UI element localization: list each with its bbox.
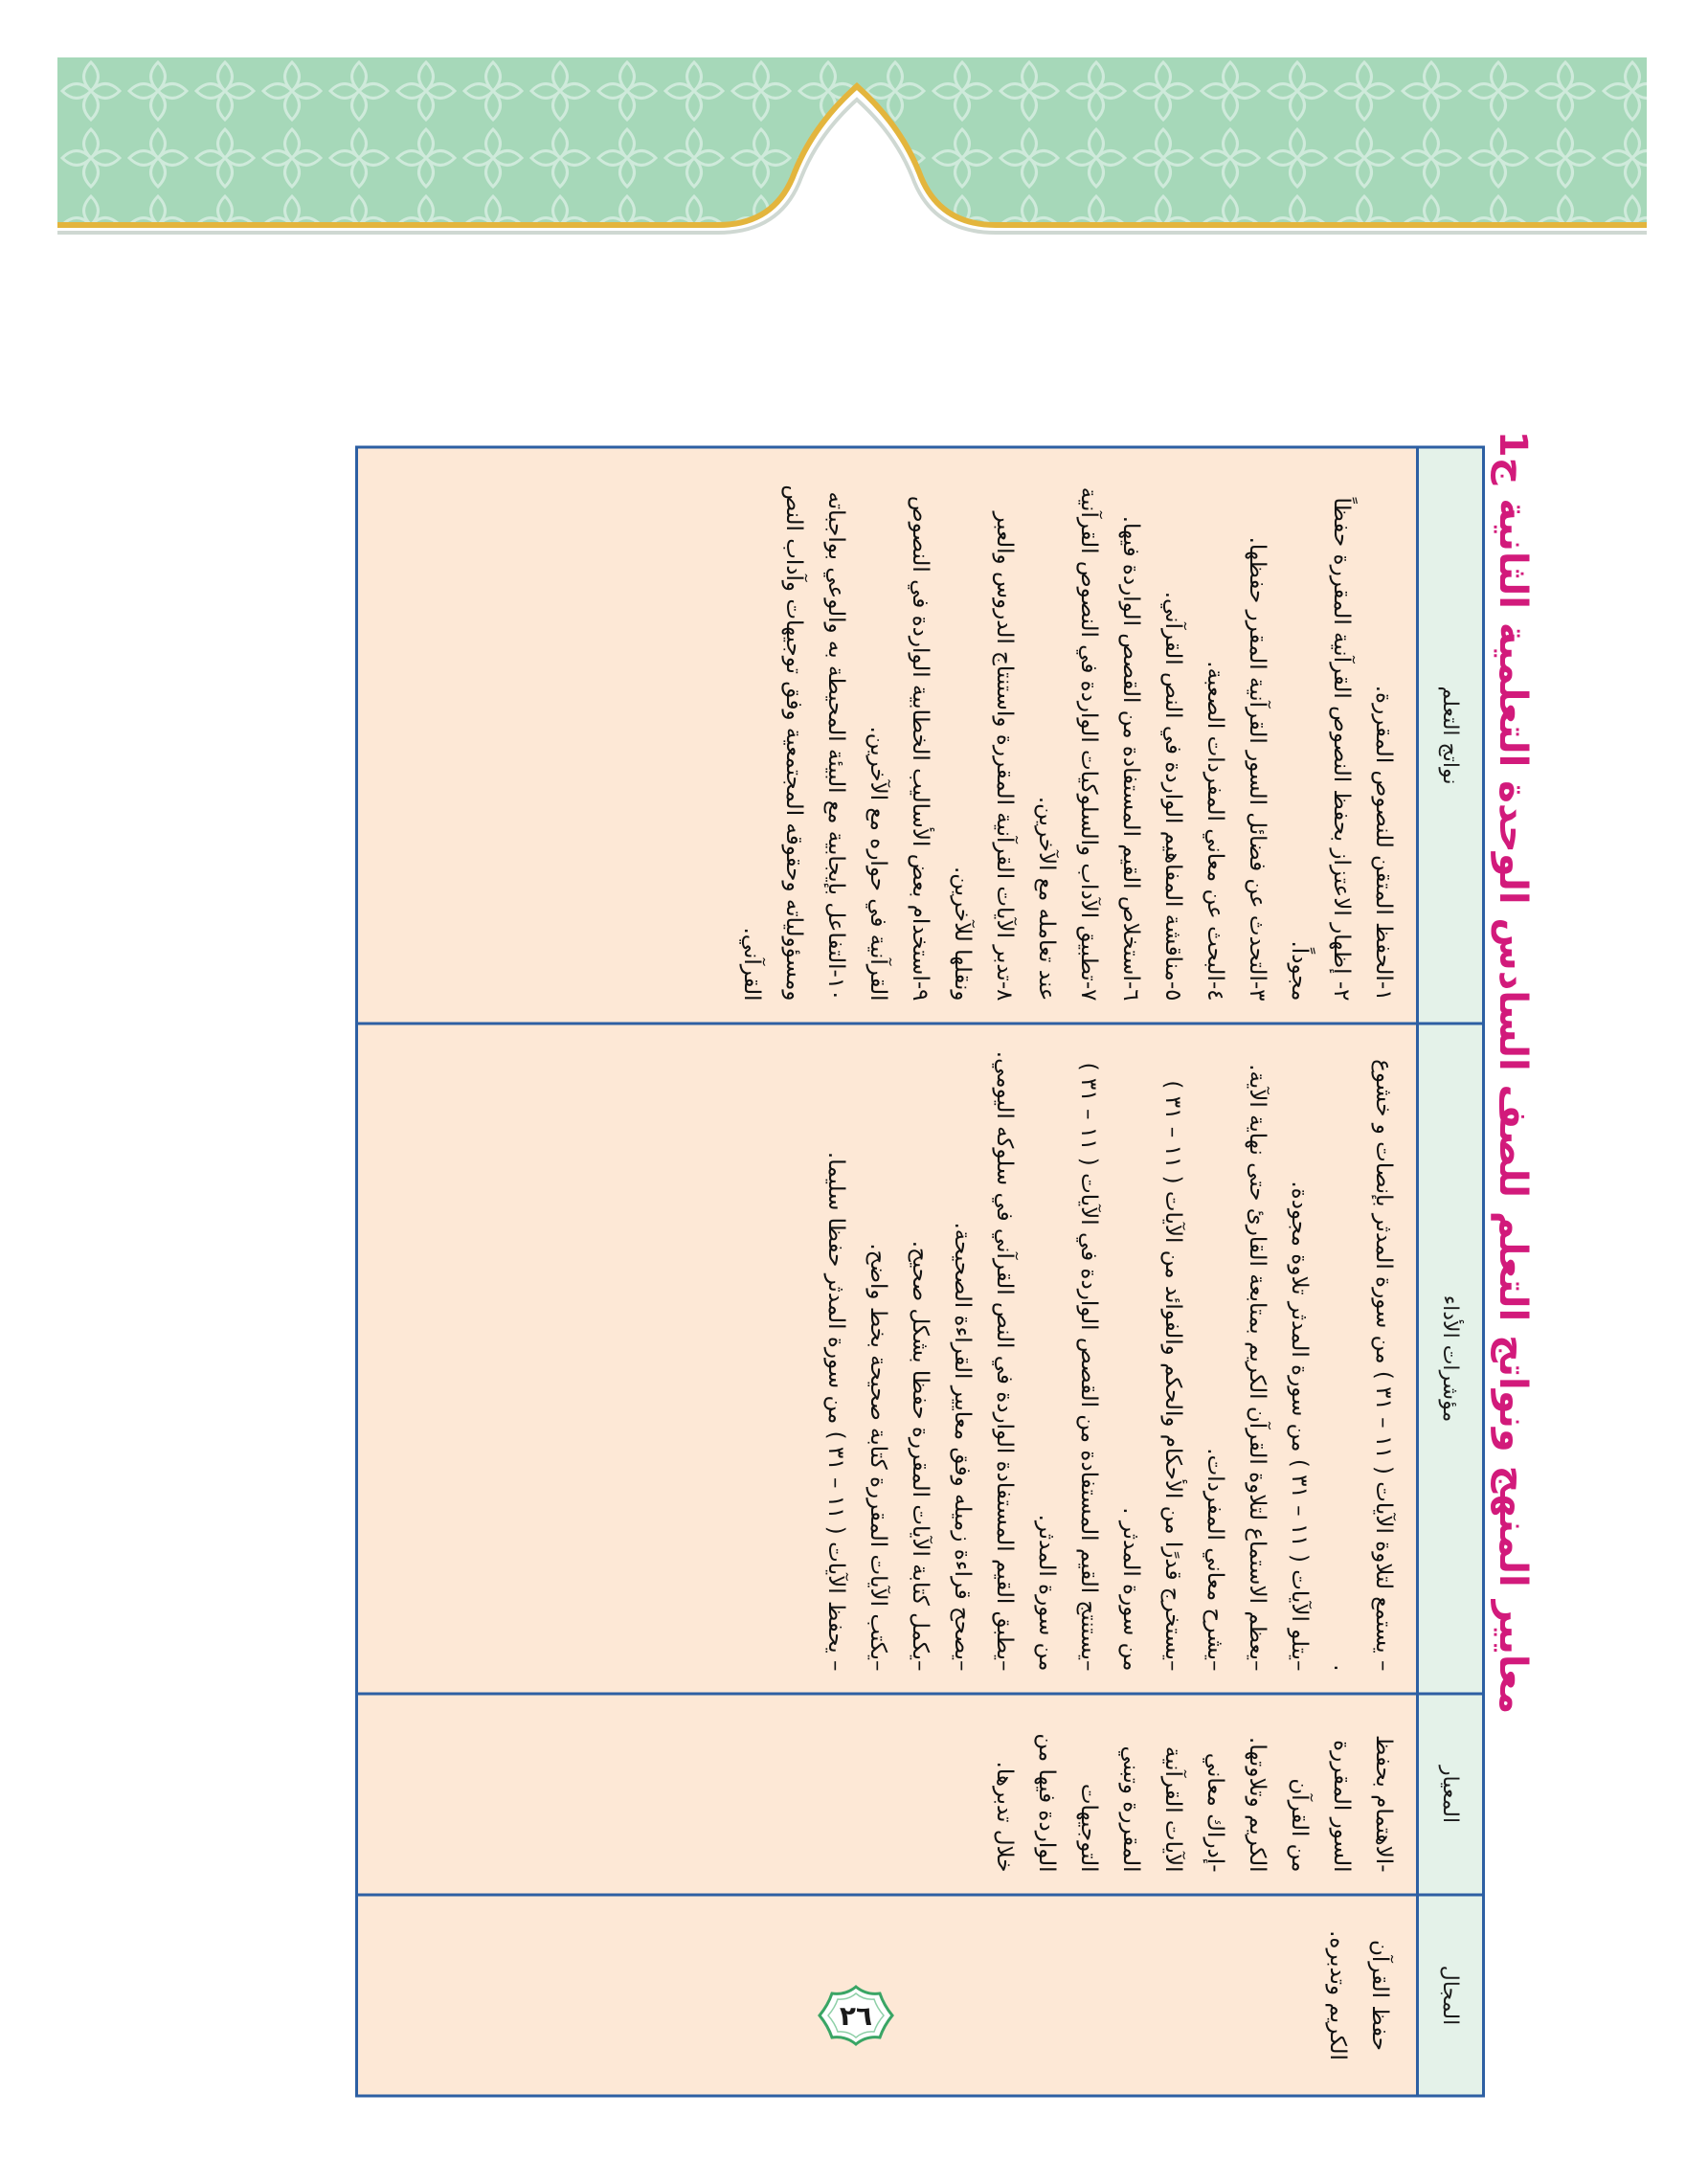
standard-item: -الاهتمام بحفظ السور المقررة من القرآن الكريم وتلاوتها. bbox=[1245, 1735, 1396, 1873]
domain-text: حفظ القرآن الكريم وتدبره. bbox=[1325, 1930, 1392, 2060]
table-header-row bbox=[1416, 449, 1482, 2095]
indicator-item: –يصحح قراءة زميله وفق معايير القراءة الصحيحة. bbox=[950, 1222, 975, 1672]
outcome-item: ١-الحفظ المتقن للنصوص المقررة. bbox=[1371, 685, 1396, 1002]
indicator-item: –يشرح معاني المفردات. bbox=[1202, 1448, 1227, 1672]
table-row bbox=[358, 449, 1416, 2095]
standard-item: -إدراك معاني الآيات القرآنية المقررة وتبني التوجيهات الواردة فيها من خلال تدبرها. bbox=[992, 1733, 1227, 1873]
indicator-item: –يتلو الآيات ( ١١ – ٣١ ) من سورة المدثر تلاوة مجودة. bbox=[1287, 1181, 1312, 1672]
outcome-item: ٢- إظهار الاعتزاز بحفظ النصوص القرآنية المقررة حفظاً مجوداً. bbox=[1287, 497, 1354, 1002]
outcome-item: ٩-استخدام بعض الأساليب الخطابية الواردة في النصوص القرآنية في حواره مع الآخرين. bbox=[865, 495, 933, 1002]
header-outcomes: نواتج التعلم bbox=[1438, 686, 1463, 785]
outcome-item: ٨-تدبر الآيات القرآنية المقررة واستنتاج الدروس والعبر ونقلها للآخرين. bbox=[950, 511, 1017, 1002]
indicator-item: – يحفظ الآيات ( ١١ – ٣١ ) من سورة المدثر حفظا سليما. bbox=[823, 1151, 848, 1672]
header-domain: المجال bbox=[1419, 1894, 1482, 2095]
outcomes-cell bbox=[358, 449, 1416, 1023]
page-title: معايير المنهج ونواتج التعلم للصف السادس الوحدة التعلمية الثانية ج1 bbox=[1491, 430, 1535, 1715]
indicator-item: –يكتب الآيات المقررة كتابة صحيحة بخط واضح. bbox=[865, 1243, 890, 1672]
header-banner bbox=[57, 57, 1647, 239]
outcome-item: ٧-تطبيق الآداب والسلوكيات الواردة في النصوص القرآنية عند تعامله مع الآخرين. bbox=[1034, 486, 1101, 1002]
header-indicators: مؤشرات الأداء bbox=[1419, 1023, 1482, 1693]
standard-cell bbox=[358, 1693, 1416, 1894]
outcome-item: ٦-استخلاص القيم المستفادة من القصص الواردة فيها. bbox=[1118, 515, 1143, 1002]
outcome-item: ١٠-التفاعل بإيجابية مع البيئة المحيطة به والوعي بواجباته ومسؤولياته وحقوقه المجتمعية وفق توجيهات وآداب النص القرآني. bbox=[739, 484, 848, 1002]
outcome-item: ٥-مناقشة المفاهيم الواردة في النص القرآني. bbox=[1160, 591, 1185, 1002]
indicator-item: – يستمع لتلاوة الآيات ( ١١ – ٣١ ) من سورة المدثر بإنصات و خشوع . bbox=[1329, 1059, 1396, 1672]
indicators-cell bbox=[358, 1023, 1416, 1693]
indicator-item: –يكمل كتابة الآيات المقررة حفظا بشكل صحيح. bbox=[908, 1240, 933, 1672]
indicator-item: –يعظم الاستماع لتلاوة القرآن الكريم بمتابعة القارئ حتى نهاية الآية. bbox=[1245, 1064, 1270, 1672]
outcome-item: ٤-البحث عن معاني المفردات الصعبة. bbox=[1202, 661, 1227, 1002]
indicator-item: –يطبق القيم المستفادة الواردة في النص القرآني في سلوكه اليومي. bbox=[992, 1050, 1017, 1672]
indicator-item: –يستخرج قدرًا من الأحكام والحكم والفوائد من الآيات ( ١١ – ٣١ ) من سورة المدثر . bbox=[1118, 1080, 1185, 1672]
page-number: ٢٦ bbox=[839, 1999, 873, 2032]
header-standard: المعيار bbox=[1419, 1693, 1482, 1894]
standards-table bbox=[355, 446, 1485, 2098]
outcome-item: ٣-التحدث عن فضائل السور القرآنية المقرر حفظها. bbox=[1245, 536, 1270, 1002]
indicator-item: –يستنتج القيم المستفادة من القصص الواردة في الآيات ( ١١ – ٣١ ) من سورة المدثر. bbox=[1034, 1062, 1101, 1672]
